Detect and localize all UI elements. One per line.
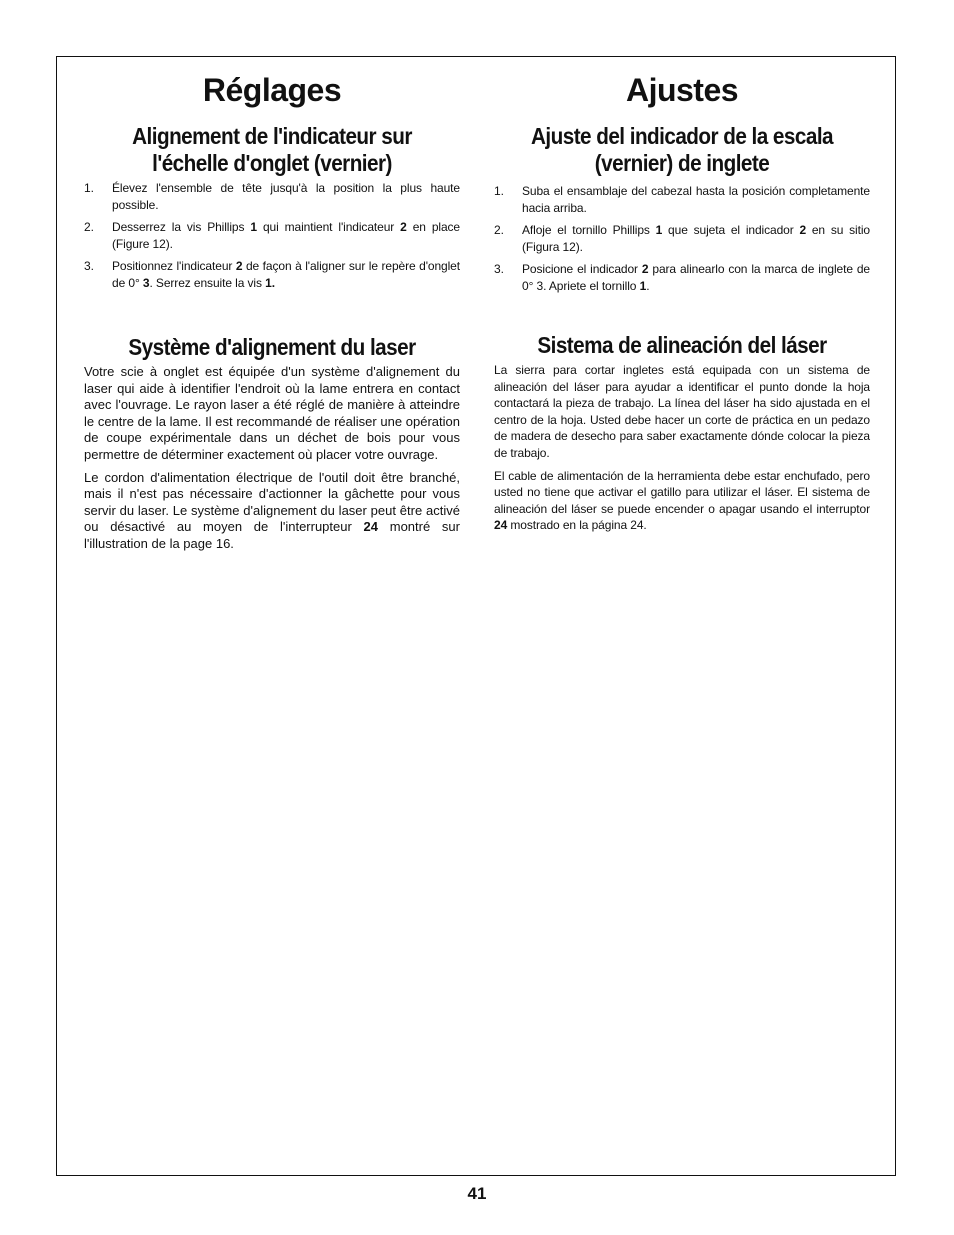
french-column [84,74,460,297]
french-section2-heading: Système d'alignement du laser [128,334,416,360]
list-item: 3. Positionnez l'indicateur 2 de façon à l'aligner sur le repère d'onglet de 0° 3. Serrez ensuite la vis 1. [84,259,460,290]
spanish-section2-heading: Sistema de alineación del láser [537,332,827,358]
spanish-laser-para1: La sierra para cortar ingletes está equipada con un sistema de alineación del láser para ayudar a identificar el punto donde la hoja contactará la pieza de trabajo. La línea del láser ha sido ajustada en el centro de la hoja. Usted debe hacer un corte de práctica en un pedazo de madera de desecho para saber exactamente dónde colocar la pieza de trabajo. [494,363,870,460]
list-item: 3. Posicione el indicador 2 para alinearlo con la marca de inglete de 0° 3. Apriete el tornillo 1. [494,262,870,293]
list-item: 2. Afloje el tornillo Phillips 1 que sujeta el indicador 2 en su sitio (Figura 12). [494,223,870,254]
spanish-laser-section [494,332,870,540]
french-steps-list [84,180,460,292]
french-laser-para1: Votre scie à onglet est équipée d'un système d'alignement du laser qui aide à identifier l'endroit où la lame entrera en contact avec l'ouvrage. Le rayon laser a été réglé de manière à atteindre le centre de la lame. Il est recommandé de réaliser une opération de coupe expérimentale dans un déchet de bois pour vous permettre de déterminer exactement où placer votre ouvrage. [84,364,460,462]
spanish-laser-para2: El cable de alimentación de la herramienta debe estar enchufado, pero usted no tiene que activar el gatillo para utilizar el láser. El sistema de alineación del láser se puede encender o apagar usando el interruptor 24 mostrado en la página 24. [494,468,870,533]
spanish-steps-list [494,183,870,295]
french-section1-heading: Alignement de l'indicateur sur l'échelle d'onglet (vernier) [132,123,412,176]
spanish-title: Ajustes [625,72,739,108]
list-item: 1. Suba el ensamblaje del cabezal hasta la posición completamente hacia arriba. [494,184,870,215]
french-laser-section [84,334,460,559]
spanish-column [494,74,870,300]
spanish-section1-heading: Ajuste del indicador de la escala (vernier) de inglete [530,123,834,176]
french-laser-para2: Le cordon d'alimentation électrique de l'outil doit être branché, mais il n'est pas nécessaire d'actionner la gâchette pour vous servir du laser. Le système d'alignement du laser peut être activé ou désactivé au moyen de l'interrupteur 24 montré sur l'illustration de la page 16. [84,469,460,551]
french-title: Réglages [202,72,342,108]
list-item: 1. Élevez l'ensemble de tête jusqu'à la position la plus haute possible. [84,181,460,212]
page-number: 41 [467,1184,487,1203]
list-item: 2. Desserrez la vis Phillips 1 qui maintient l'indicateur 2 en place (Figure 12). [84,220,461,251]
